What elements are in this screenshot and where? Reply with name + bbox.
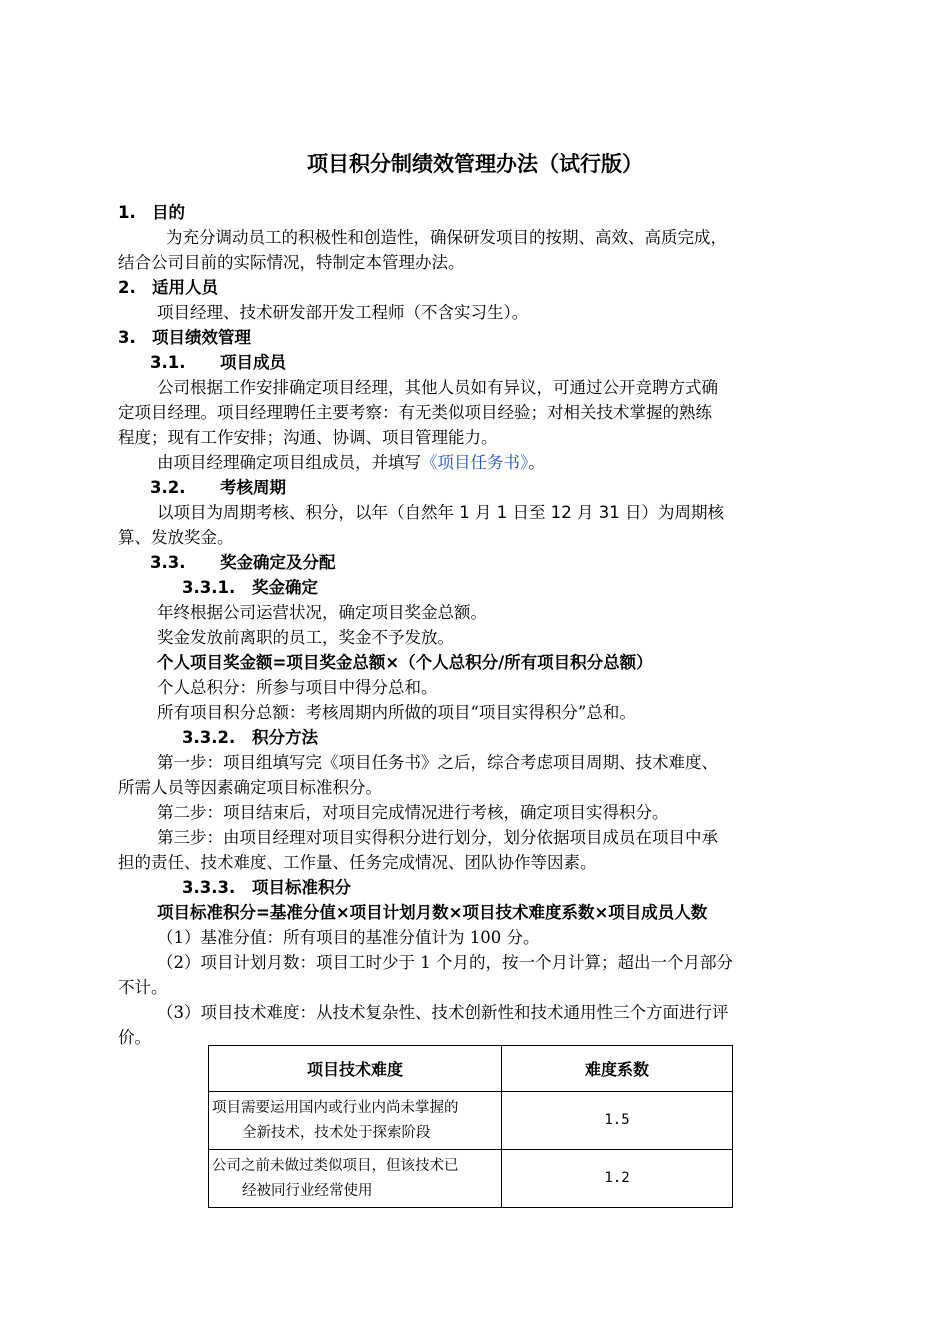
table-cell-description xyxy=(209,1150,502,1208)
paragraph-line: 价。 xyxy=(118,1028,151,1047)
section-1-heading xyxy=(118,201,185,225)
paragraph-line: （1）基准分值：所有项目的基准分值计为 100 分。 xyxy=(157,928,540,947)
section-number: 3.3. xyxy=(150,553,186,572)
section-number: 3.1. xyxy=(150,353,186,372)
section-number: 3.3.2. xyxy=(182,728,236,747)
difficulty-table xyxy=(208,1045,733,1208)
subsection-3-2-heading xyxy=(150,476,286,500)
table-cell-coefficient: 1.2 xyxy=(502,1150,733,1208)
bonus-formula: 个人项目奖金额=项目奖金总额×（个人总积分/所有项目积分总额） xyxy=(157,653,653,672)
section-title: 目的 xyxy=(152,203,185,222)
paragraph-line: 担的责任、技术难度、工作量、任务完成情况、团队协作等因素。 xyxy=(118,853,597,872)
section-title: 项目绩效管理 xyxy=(152,328,251,347)
paragraph-line: 所有项目积分总额：考核周期内所做的项目“项目实得积分”总和。 xyxy=(157,703,636,722)
section-title: 项目成员 xyxy=(220,353,286,372)
section-number: 3.2. xyxy=(150,478,186,497)
paragraph-line: 程度；现有工作安排；沟通、协调、项目管理能力。 xyxy=(118,428,498,447)
subsection-3-3-1-heading xyxy=(182,576,318,600)
number-run: 1 xyxy=(496,503,508,522)
paragraph-line: 公司根据工作安排确定项目经理，其他人员如有异议，可通过公开竞聘方式确 xyxy=(157,378,718,397)
number-run: 31 xyxy=(598,503,620,522)
paragraph-line: 算、发放奖金。 xyxy=(118,528,234,547)
paragraph-line: 第二步：项目结束后，对项目完成情况进行考核，确定项目实得积分。 xyxy=(157,803,669,822)
section-title: 项目标准积分 xyxy=(252,878,351,897)
paragraph-line: （3）项目技术难度：从技术复杂性、技术创新性和技术通用性三个方面进行评 xyxy=(157,1003,729,1022)
section-title: 适用人员 xyxy=(152,278,218,297)
text-run: 日至 xyxy=(512,503,546,522)
subsection-3-3-3-heading xyxy=(182,876,351,900)
text-run: 日）为周期核 xyxy=(625,503,724,522)
section-3-heading xyxy=(118,326,251,350)
section-number: 1. xyxy=(118,203,136,222)
cell-line: 公司之前未做过类似项目，但该技术已 xyxy=(212,1157,459,1174)
section-title: 考核周期 xyxy=(220,478,286,497)
table-row xyxy=(209,1150,733,1208)
section-title: 奖金确定 xyxy=(252,578,318,597)
table-row xyxy=(209,1092,733,1150)
paragraph-line: 为充分调动员工的积极性和创造性，确保研发项目的按期、高效、高质完成， xyxy=(166,228,727,247)
subsection-3-3-heading xyxy=(150,551,336,575)
standard-score-formula: 项目标准积分=基准分值×项目计划月数×项目技术难度系数×项目成员人数 xyxy=(157,903,708,922)
section-number: 2. xyxy=(118,278,136,297)
text-run: 。 xyxy=(528,453,545,472)
paragraph-line: 奖金发放前离职的员工，奖金不予发放。 xyxy=(157,628,454,647)
text-run: 月 xyxy=(577,503,594,522)
cell-line: 全新技术，技术处于探索阶段 xyxy=(242,1124,431,1141)
paragraph-line xyxy=(157,451,545,475)
paragraph-line: 年终根据公司运营状况，确定项目奖金总额。 xyxy=(157,603,487,622)
subsection-3-3-2-heading xyxy=(182,726,318,750)
cell-line: 经被同行业经常使用 xyxy=(242,1182,373,1199)
cell-line: 项目需要运用国内或行业内尚未掌握的 xyxy=(212,1099,459,1116)
paragraph-line: 定项目经理。项目经理聘任主要考察：有无类似项目经验；对相关技术掌握的熟练 xyxy=(118,403,712,422)
paragraph-line xyxy=(157,501,724,525)
paragraph-line: 结合公司目前的实际情况，特制定本管理办法。 xyxy=(118,253,465,272)
paragraph-line: 不计。 xyxy=(118,978,168,997)
section-number: 3.3.1. xyxy=(182,578,236,597)
number-run: 1 xyxy=(459,503,470,522)
document-title: 项目积分制绩效管理办法（试行版） xyxy=(307,152,643,176)
section-title: 积分方法 xyxy=(252,728,318,747)
text-run: 以项目为周期考核、积分，以年（自然年 xyxy=(157,503,454,522)
section-number: 3.3.3. xyxy=(182,878,236,897)
table-header-row xyxy=(209,1046,733,1092)
table-header-cell: 项目技术难度 xyxy=(209,1046,502,1092)
text-run: 月 xyxy=(475,503,492,522)
paragraph-line: 所需人员等因素确定项目标准积分。 xyxy=(118,778,382,797)
paragraph-line: 第三步：由项目经理对项目实得积分进行划分，划分依据项目成员在项目中承 xyxy=(157,828,718,847)
paragraph-line: （2）项目计划月数：项目工时少于 1 个月的，按一个月计算；超出一个月部分 xyxy=(157,953,733,972)
paragraph-line: 第一步：项目组填写完《项目任务书》之后，综合考虑项目周期、技术难度、 xyxy=(157,753,718,772)
section-title: 奖金确定及分配 xyxy=(220,553,336,572)
table-header-cell: 难度系数 xyxy=(502,1046,733,1092)
section-2-heading xyxy=(118,276,218,300)
paragraph-line: 个人总积分：所参与项目中得分总和。 xyxy=(157,678,438,697)
subsection-3-1-heading xyxy=(150,351,286,375)
paragraph-line: 项目经理、技术研发部开发工程师（不含实习生）。 xyxy=(157,303,529,322)
section-number: 3. xyxy=(118,328,136,347)
text-run: 由项目经理确定项目组成员，并填写 xyxy=(157,453,421,472)
table-cell-description xyxy=(209,1092,502,1150)
number-run: 12 xyxy=(550,503,572,522)
table-cell-coefficient: 1.5 xyxy=(502,1092,733,1150)
task-book-link[interactable]: 《项目任务书》 xyxy=(421,453,529,472)
